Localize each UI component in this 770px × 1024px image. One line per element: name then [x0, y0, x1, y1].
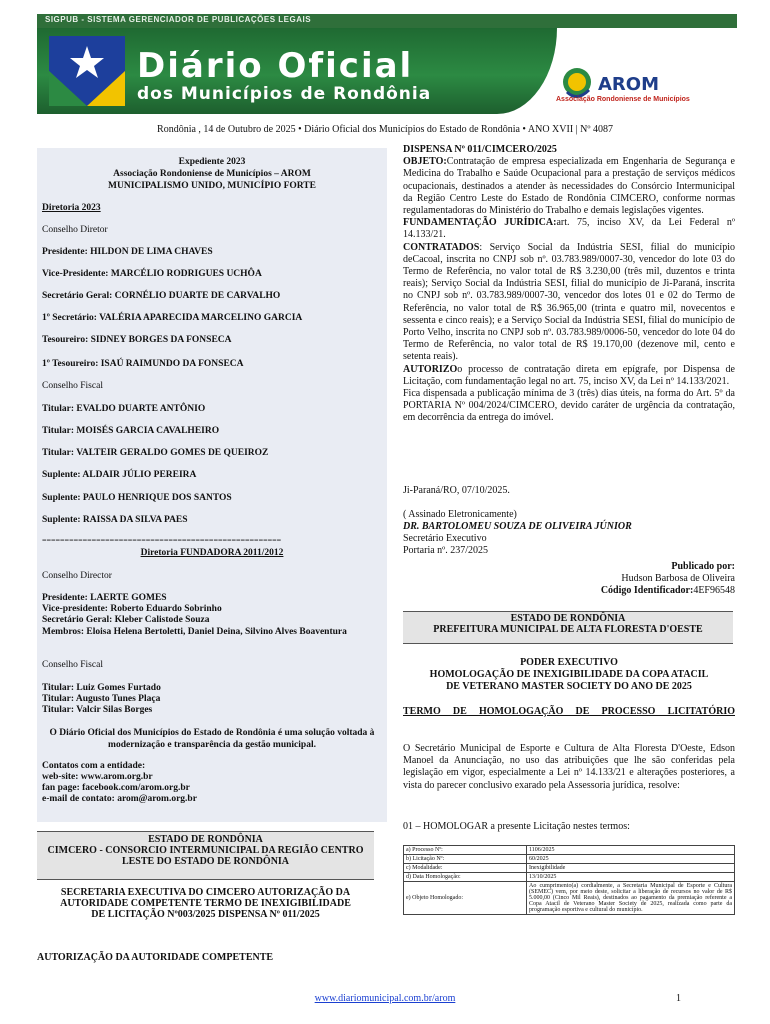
suplente-2: Suplente: PAULO HENRIQUE DOS SANTOS — [42, 493, 232, 503]
titular-1: Titular: EVALDO DUARTE ANTÔNIO — [42, 404, 206, 414]
termo-title — [403, 705, 735, 718]
table-label-cell: c) Modalidade: — [404, 864, 527, 873]
table-label-cell: e) Objeto Homologado: — [404, 882, 527, 915]
autorizo-paragraph — [403, 364, 735, 388]
expediente-box — [37, 148, 387, 822]
table-row — [404, 873, 735, 882]
poder-executivo: PODER EXECUTIVO — [520, 657, 618, 668]
contratados-paragraph — [403, 242, 735, 364]
conselho-fiscal-label: Conselho Fiscal — [42, 381, 103, 391]
presidente: Presidente: HILDON DE LIMA CHAVES — [42, 247, 213, 257]
publicado-label: Publicado por: — [671, 561, 735, 572]
table-value-cell: 1106/2025 — [527, 846, 735, 855]
page-number: 1 — [676, 993, 681, 1004]
table-row — [404, 864, 735, 873]
table-value-cell: Inexigibilidade — [527, 864, 735, 873]
titular-2: Titular: MOISÉS GARCIA CAVALHEIRO — [42, 426, 220, 436]
table-value-cell: 60/2025 — [527, 855, 735, 864]
fundamentacao-text: art. 75, inciso XV, da Lei Federal nº 14.133/21. — [403, 217, 735, 241]
conselho-fiscal-2-label: Conselho Fiscal — [42, 660, 103, 670]
signatario-cargo: Secretário Executivo — [403, 533, 487, 544]
tesoureiro: Tesoureiro: SIDNEY BORGES DA FONSECA — [42, 335, 232, 345]
signatario-portaria: Portaria nº. 237/2025 — [403, 545, 489, 556]
publicador-nome: Hudson Barbosa de Oliveira — [621, 573, 735, 584]
footer-link-text[interactable]: www.diariomunicipal.com.br/arom — [314, 993, 456, 1004]
secretario-paragraph: O Secretário Municipal de Esporte e Cultura de Alta Floresta D'Oeste, Edson Manoel da Anunciação, no uso das atribuições que lhe são conferidas pela legislação em vigor, especialmente a Lei nº 14.133/21 e alterações posteriores, a vista do parecer conclusivo exarado pela Assessoria jurídica, resolve: — [403, 743, 735, 791]
fundadora-titular-3: Titular: Valcir Silas Borges — [42, 705, 153, 715]
table-value-cell: Ao cumprimento(a) cordialmente, a Secretaria Municipal de Esporte e Cultura (SEMEC) vem, por meio deste, solicitar a liberação de recursos no valor de R$ 5.000,00 (Cinco Mil Reais), destinados ao pagamento da premiação referente a Copa Atacil de Veterano Master Society de 2025, realizada como parte da programação esportiva e cultural do município. — [527, 882, 735, 915]
header-strip-text: SIGPUB - SISTEMA GERENCIADOR DE PUBLICAÇÕES LEGAIS — [45, 15, 312, 24]
arom-logo-subtitle: Associação Rondoniense de Municípios — [556, 96, 690, 103]
fundadora-vice: Vice-presidente: Roberto Eduardo Sobrinho — [42, 604, 222, 614]
footer-link[interactable] — [0, 993, 770, 1004]
diario-note: O Diário Oficial dos Municípios do Estado de Rondônia é uma solução voltada à modernização e transparência da gestão municipal. — [49, 728, 375, 750]
conselho-diretor-2-label: Conselho Director — [42, 571, 112, 581]
edition-info: Rondônia , 14 de Outubro de 2025 • Diário Oficial dos Municípios do Estado de Rondônia • ANO XVII | Nº 4087 — [157, 124, 613, 135]
assinado-eletronicamente: ( Assinado Eletronicamente) — [403, 509, 517, 520]
table-row — [404, 846, 735, 855]
homologacao-title: HOMOLOGAÇÃO DE INEXIGIBILIDADE DA COPA ATACIL DE VETERANO MASTER SOCIETY DO ANO DE 2025 — [429, 669, 709, 692]
homologacao-table — [403, 845, 735, 915]
termo-text: TERMO DE HOMOLOGAÇÃO DE PROCESSO LICITATÓRIO — [403, 706, 735, 717]
codigo-identificador — [403, 585, 735, 597]
contatos-label: Contatos com a entidade: — [42, 761, 146, 771]
autorizacao-title: AUTORIZAÇÃO DA AUTORIDADE COMPETENTE — [37, 952, 274, 963]
cimcero-header-box — [37, 831, 374, 880]
primeiro-secretario: 1º Secretário: VALÉRIA APARECIDA MARCELINO GARCIA — [42, 313, 303, 323]
suplente-3: Suplente: RAISSA DA SILVA PAES — [42, 515, 188, 525]
fundamentacao-paragraph — [403, 217, 735, 241]
diretoria-heading: Diretoria 2023 — [42, 203, 101, 213]
contato-email: e-mail de contato: arom@arom.org.br — [42, 794, 197, 804]
arom-logo-text: AROM — [598, 74, 660, 95]
objeto-paragraph — [403, 156, 735, 217]
assoc-name: Associação Rondoniense de Municípios – AROM — [113, 169, 311, 179]
prefeitura-title: PREFEITURA MUNICIPAL DE ALTA FLORESTA D'OESTE — [433, 624, 703, 635]
secretaria-title: SECRETARIA EXECUTIVA DO CIMCERO AUTORIZAÇÃO DA AUTORIDADE COMPETENTE TERMO DE INEXIGIBILIDADE DE LICITAÇÃO Nº003/2025 DISPENSA Nº 011/2025 — [60, 887, 351, 920]
fica-paragraph: Fica dispensada a publicação mínima de 3 (três) dias úteis, na forma do Art. 5º da PORTARIA Nº 004/2024/CIMCERO, devido caráter de urgência da contratação, em decorrência da entrega do imóvel. — [403, 388, 735, 424]
motto: MUNICIPALISMO UNIDO, MUNICÍPIO FORTE — [108, 181, 316, 191]
estado-2-title: ESTADO DE RONDÔNIA — [510, 613, 626, 624]
fundamentacao-label: FUNDAMENTAÇÃO JURÍDICA: — [403, 217, 557, 229]
fundadora-secretario: Secretário Geral: Kleber Calistode Souza — [42, 615, 210, 625]
table-label-cell: b) Licitação Nº: — [404, 855, 527, 864]
conselho-diretor-label: Conselho Diretor — [42, 225, 108, 235]
signatario-nome: DR. BARTOLOMEU SOUZA DE OLIVEIRA JÚNIOR — [403, 521, 632, 532]
table-label-cell: a) Processo Nº: — [404, 846, 527, 855]
contratados-text: : Serviço Social da Indústria SESI, filial do município deCacoal, inscrita no CNPJ sob nº. 03.783.989/0007-30, vencedor do lote 03 do Termo de Referência, no valor total de R$ 3.230,00 (três mil, duzentos e trinta reais); Serviço Social da Indústria SESI, filial do município de Ji-Paraná, inscrita no CNPJ sob nº. 03.783.989/0007-30, vencedor dos lotes 01 e 02 do Termo de Referência, no valor total de R$ 36.965,00 (trinta e quatro mil, novecentos e sessenta e cinco reais); e a Serviço Social da Indústria SESI, filial do município de Porto Velho, inscrita no CNPJ sob nº. 03.783.989/0006-50, vencedor do lote 04 do Termo de Referência, no valor total de R$ 19.170,00 (dezenove mil, cento e setenta reais). — [403, 241, 735, 363]
table-value-cell: 13/10/2025 — [527, 873, 735, 882]
contratados-label: CONTRATADOS — [403, 241, 480, 253]
expediente-title: Expediente 2023 — [178, 157, 246, 167]
publicado-block — [403, 561, 735, 597]
contato-fanpage: fan page: facebook.com/arom.org.br — [42, 783, 190, 793]
codigo-value: 4EF96548 — [693, 585, 735, 596]
table-row — [404, 855, 735, 864]
table-row — [404, 882, 735, 915]
homologar-item: 01 – HOMOLOGAR a presente Licitação nestes termos: — [403, 821, 630, 832]
dispensa-title: DISPENSA Nº 011/CIMCERO/2025 — [403, 144, 557, 155]
primeiro-tesoureiro: 1º Tesoureiro: ISAÚ RAIMUNDO DA FONSECA — [42, 359, 244, 369]
fundadora-titular-2: Titular: Augusto Tunes Plaça — [42, 694, 161, 704]
dispensa-block — [403, 144, 735, 425]
codigo-label: Código Identificador: — [600, 585, 694, 596]
header-strip — [37, 14, 737, 28]
fundadora-presidente: Presidente: LAERTE GOMES — [42, 593, 167, 603]
titular-3: Titular: VALTEIR GERALDO GOMES DE QUEIROZ — [42, 448, 269, 458]
homologacao-heading — [403, 657, 735, 693]
header-subtitle: dos Municípios de Rondônia — [137, 84, 432, 104]
fundadora-heading: Diretoria FUNDADORA 2011/2012 — [140, 548, 284, 558]
rondonia-flag-icon — [49, 36, 125, 106]
fundadora-titular-1: Titular: Luiz Gomes Furtado — [42, 683, 161, 693]
objeto-text: Contratação de empresa especializada em Engenharia de Segurança e Medicina do Trabalho e Saúde Ocupacional para a prestação de serviços médicos ocupacionais, destinados a atender às necessidades do Consórcio Intermunicipal da Região Centro Leste do Estado de Rondônia CIMCERO, conforme normas regulamentadoras do Ministério do Trabalho e demais legislações vigentes. — [403, 156, 735, 217]
objeto-label: OBJETO: — [403, 156, 447, 168]
fundadora-membros: Membros: Eloisa Helena Bertoletti, Daniel Deina, Silvino Alves Boaventura — [42, 627, 347, 637]
table-label-cell: d) Data Homologação: — [404, 873, 527, 882]
autorizo-text: o processo de contratação direta em epígrafe, por Dispensa de Licitação, com fundamentação legal no art. 75, inciso XV, da Lei nº 14.133/2021. — [403, 363, 735, 387]
suplente-1: Suplente: ALDAIR JÚLIO PEREIRA — [42, 470, 197, 480]
prefeitura-header-box — [403, 611, 733, 644]
contato-site: web-site: www.arom.org.br — [42, 772, 153, 782]
local-data: Ji-Paraná/RO, 07/10/2025. — [403, 485, 510, 496]
assinatura-block — [403, 509, 735, 557]
header-title: Diário Oficial — [137, 46, 414, 86]
vice-presidente: Vice-Presidente: MARCÉLIO RODRIGUES UCHÔA — [42, 269, 262, 279]
estado-title: ESTADO DE RONDÔNIA — [148, 834, 263, 845]
cimcero-title: CIMCERO - CONSORCIO INTERMUNICIPAL DA REGIÃO CENTRO LESTE DO ESTADO DE RONDÔNIA — [47, 845, 364, 867]
secretario-geral: Secretário Geral: CORNÉLIO DUARTE DE CARVALHO — [42, 291, 281, 301]
autorizo-label: AUTORIZO — [403, 363, 458, 375]
separator: ===================================================== — [42, 536, 282, 545]
